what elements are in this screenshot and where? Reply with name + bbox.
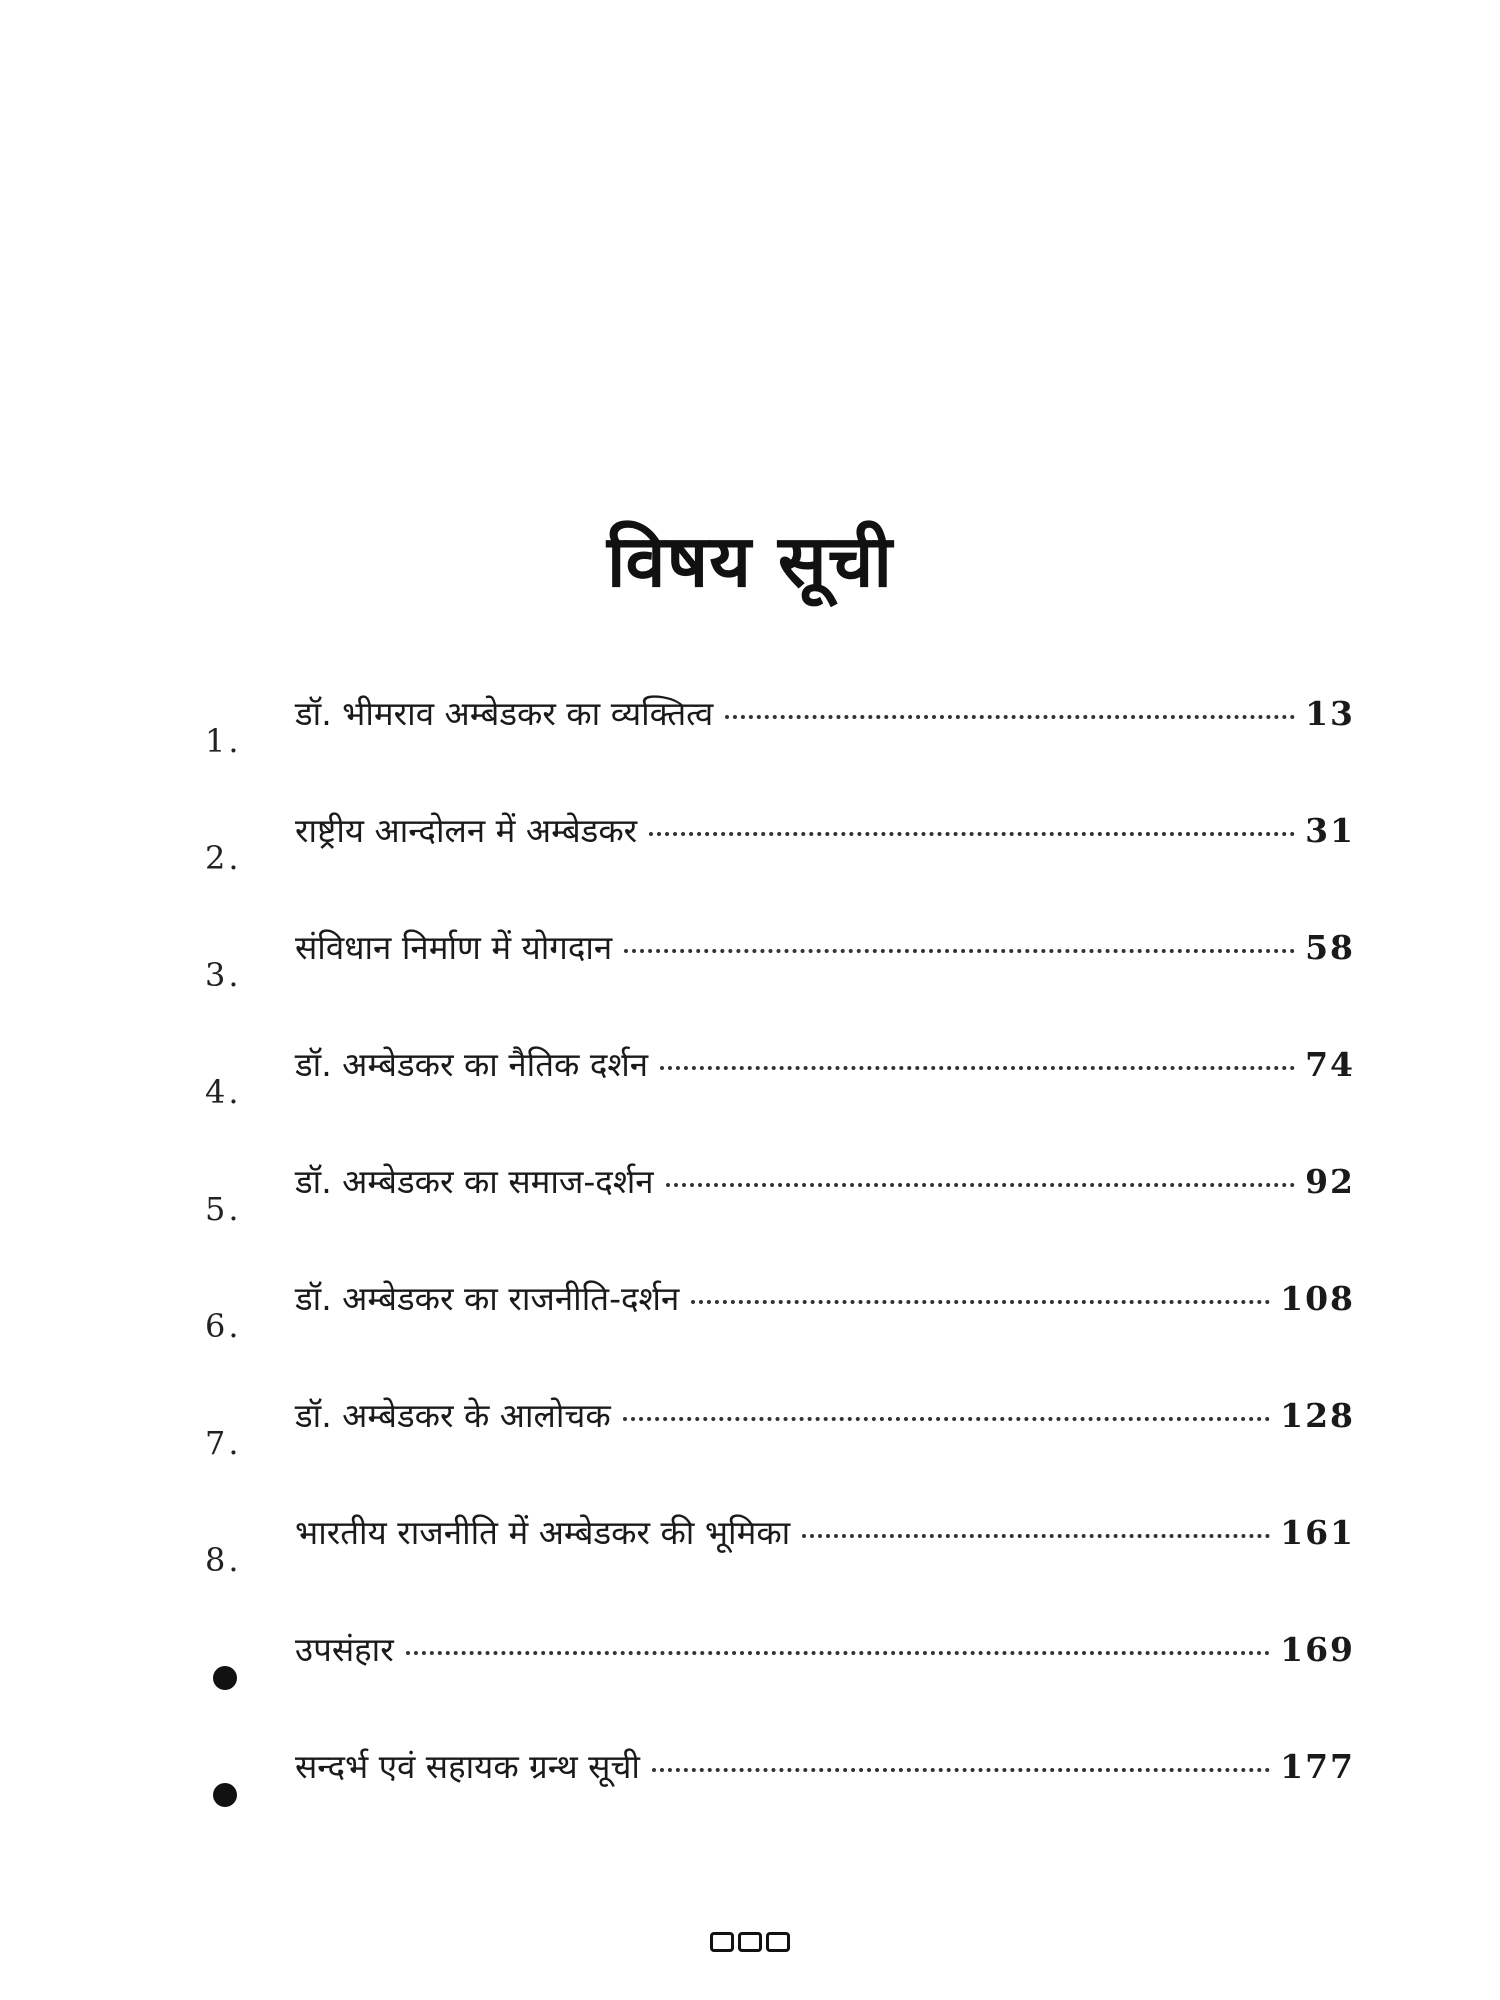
entry-line [295, 924, 1355, 969]
toc-entry-bibliography [205, 1743, 1355, 1860]
entry-title: सन्दर्भ एवं सहायक ग्रन्थ सूची [295, 1747, 640, 1786]
entry-page-number: 58 [1305, 928, 1355, 967]
entry-number: 5. [205, 1190, 242, 1228]
toc-entry-3 [205, 924, 1355, 1041]
toc-entry-7 [205, 1392, 1355, 1509]
entry-line [295, 1509, 1355, 1554]
toc-entry-2 [205, 807, 1355, 924]
bullet-icon [213, 1666, 237, 1690]
entry-page-number: 177 [1280, 1747, 1355, 1786]
entry-line [295, 1626, 1355, 1671]
dot-leader [660, 1066, 1295, 1070]
toc-entry-epilogue [205, 1626, 1355, 1743]
entry-number: 2. [205, 839, 242, 877]
entry-page-number: 128 [1280, 1396, 1355, 1435]
dot-leader [624, 949, 1295, 953]
dot-leader [623, 1417, 1270, 1421]
entry-line [295, 1158, 1355, 1203]
entry-title: डॉ. भीमराव अम्बेडकर का व्यक्तित्व [295, 694, 714, 733]
entry-title: राष्ट्रीय आन्दोलन में अम्बेडकर [295, 811, 638, 850]
dot-leader [802, 1534, 1270, 1538]
entry-line [295, 1743, 1355, 1788]
entry-line [295, 807, 1355, 852]
table-of-contents [205, 690, 1355, 1860]
entry-page-number: 74 [1305, 1045, 1355, 1084]
entry-bullet [205, 1743, 295, 1815]
entry-number: 8. [205, 1541, 242, 1579]
toc-entry-6 [205, 1275, 1355, 1392]
entry-line [295, 1041, 1355, 1086]
dot-leader [649, 832, 1295, 836]
toc-entry-4 [205, 1041, 1355, 1158]
entry-title: डॉ. अम्बेडकर का नैतिक दर्शन [295, 1045, 649, 1084]
dot-leader [652, 1768, 1270, 1772]
entry-line [295, 690, 1355, 735]
entry-title: भारतीय राजनीति में अम्बेडकर की भूमिका [295, 1513, 791, 1552]
entry-number: 7. [205, 1424, 242, 1462]
entry-number: 1. [205, 722, 242, 760]
page-title: विषय सूची [606, 519, 894, 603]
entry-number: 3. [205, 956, 242, 994]
entry-title: डॉ. अम्बेडकर के आलोचक [295, 1396, 611, 1435]
dot-leader [406, 1651, 1270, 1655]
dot-leader [725, 715, 1295, 719]
entry-page-number: 161 [1280, 1513, 1355, 1552]
entry-number: 6. [205, 1307, 242, 1345]
toc-entry-1 [205, 690, 1355, 807]
bullet-icon [213, 1783, 237, 1807]
entry-title: संविधान निर्माण में योगदान [295, 928, 613, 967]
entry-line [295, 1275, 1355, 1320]
entry-number: 4. [205, 1073, 242, 1111]
box-icon [766, 1932, 790, 1952]
end-ornament [0, 1932, 1500, 1952]
dot-leader [691, 1300, 1270, 1304]
entry-title: डॉ. अम्बेडकर का राजनीति-दर्शन [295, 1279, 680, 1318]
entry-title: उपसंहार [295, 1630, 394, 1669]
entry-bullet [205, 1626, 295, 1698]
toc-entry-5 [205, 1158, 1355, 1275]
box-icon [738, 1932, 762, 1952]
dot-leader [666, 1183, 1295, 1187]
box-icon [710, 1932, 734, 1952]
entry-page-number: 108 [1280, 1279, 1355, 1318]
entry-page-number: 169 [1280, 1630, 1355, 1669]
entry-page-number: 31 [1305, 811, 1355, 850]
toc-entry-8 [205, 1509, 1355, 1626]
entry-title: डॉ. अम्बेडकर का समाज-दर्शन [295, 1162, 654, 1201]
entry-page-number: 13 [1305, 694, 1355, 733]
entry-page-number: 92 [1305, 1162, 1355, 1201]
entry-line [295, 1392, 1355, 1437]
